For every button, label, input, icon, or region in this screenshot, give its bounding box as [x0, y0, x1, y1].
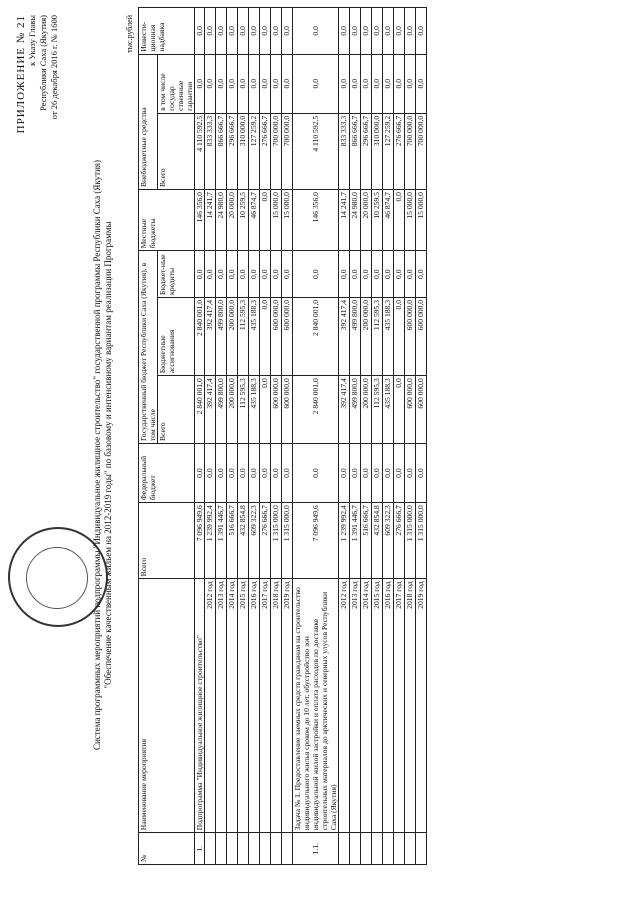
table-row — [227, 8, 238, 865]
row-value: 0,0 — [238, 54, 249, 113]
row-number-empty — [227, 833, 238, 865]
row-value: 20 000,0 — [227, 190, 238, 251]
row-value: 0,0 — [271, 443, 282, 502]
row-number-empty — [238, 833, 249, 865]
row-value: 0,0 — [405, 8, 416, 55]
row-value: 392 417,4 — [339, 297, 350, 375]
row-year: 2017 год — [394, 579, 405, 833]
row-value: 2 840 001,0 — [195, 376, 205, 444]
row-value: 2 840 001,0 — [293, 297, 339, 375]
table-row — [260, 8, 271, 865]
row-value: 0,0 — [271, 251, 282, 298]
row-value: 0,0 — [238, 443, 249, 502]
row-number: 1. — [195, 833, 205, 865]
row-value: 0,0 — [372, 54, 383, 113]
row-value: 499 800,0 — [350, 297, 361, 375]
table-row — [372, 8, 383, 865]
table-row — [416, 8, 427, 865]
row-number-empty — [339, 833, 350, 865]
program-table — [138, 7, 427, 865]
table-row — [350, 8, 361, 865]
row-value: 609 322,3 — [383, 503, 394, 579]
row-value: 0,0 — [350, 443, 361, 502]
row-value: 15 000,0 — [282, 190, 293, 251]
row-number-empty — [216, 833, 227, 865]
row-value: 46 874,7 — [249, 190, 260, 251]
row-value: 0,0 — [249, 8, 260, 55]
appendix-line-2: Республики Саха (Якутия) — [38, 15, 48, 112]
row-value: 866 666,7 — [216, 113, 227, 189]
row-value: 7 096 949,6 — [195, 503, 205, 579]
table-row — [339, 8, 350, 865]
row-value: 10 259,5 — [238, 190, 249, 251]
row-value: 0,0 — [394, 297, 405, 375]
row-value: 0,0 — [282, 8, 293, 55]
row-value: 833 333,3 — [205, 113, 216, 189]
row-value: 0,0 — [394, 54, 405, 113]
row-year: 2014 год — [361, 579, 372, 833]
row-value: 24 980,0 — [350, 190, 361, 251]
row-value: 0,0 — [339, 8, 350, 55]
row-number-empty — [350, 833, 361, 865]
row-value: 0,0 — [293, 251, 339, 298]
row-value: 200 000,0 — [361, 297, 372, 375]
row-value: 0,0 — [260, 443, 271, 502]
row-value: 833 333,3 — [339, 113, 350, 189]
row-value: 0,0 — [249, 251, 260, 298]
appendix-line-1: к Указу Главы — [27, 15, 37, 66]
row-value: 0,0 — [216, 443, 227, 502]
row-value: 0,0 — [271, 54, 282, 113]
appendix-header — [16, 15, 60, 215]
row-value: 0,0 — [394, 190, 405, 251]
row-value: 0,0 — [205, 54, 216, 113]
unit-label: тыс.рублей — [125, 15, 134, 53]
row-number-empty — [416, 833, 427, 865]
table-row — [271, 8, 282, 865]
row-value: 0,0 — [361, 443, 372, 502]
row-value: 0,0 — [238, 8, 249, 55]
seal-emblem — [26, 547, 88, 609]
row-value: 0,0 — [205, 8, 216, 55]
row-value: 0,0 — [394, 8, 405, 55]
row-value: 1 315 000,0 — [271, 503, 282, 579]
row-value: 112 595,3 — [372, 297, 383, 375]
row-value: 276 666,7 — [394, 113, 405, 189]
col-header-state-credit: Бюджет-ные кредиты — [158, 251, 195, 298]
row-value: 0,0 — [416, 54, 427, 113]
row-year: 2019 год — [282, 579, 293, 833]
row-value: 0,0 — [339, 54, 350, 113]
row-year: 2015 год — [238, 579, 249, 833]
row-value: 0,0 — [383, 443, 394, 502]
row-value: 15 000,0 — [271, 190, 282, 251]
row-year: 2017 год — [260, 579, 271, 833]
row-value: 432 854,8 — [372, 503, 383, 579]
row-value: 146 356,0 — [195, 190, 205, 251]
row-value: 0,0 — [372, 8, 383, 55]
row-value: 0,0 — [405, 443, 416, 502]
row-value: 0,0 — [383, 8, 394, 55]
row-value: 516 666,7 — [227, 503, 238, 579]
row-value: 15 000,0 — [405, 190, 416, 251]
row-value: 0,0 — [416, 8, 427, 55]
row-value: 0,0 — [361, 8, 372, 55]
table-row — [282, 8, 293, 865]
row-value: 0,0 — [293, 443, 339, 502]
appendix-number: ПРИЛОЖЕНИЕ № 21 — [15, 15, 27, 134]
document-title — [92, 65, 114, 845]
row-number-empty — [282, 833, 293, 865]
row-value: 0,0 — [260, 54, 271, 113]
row-value: 435 188,3 — [249, 297, 260, 375]
row-value: 112 595,3 — [238, 297, 249, 375]
row-value: 0,0 — [205, 443, 216, 502]
row-value: 432 854,8 — [238, 503, 249, 579]
row-value: 0,0 — [249, 54, 260, 113]
row-value: 0,0 — [260, 251, 271, 298]
row-value: 276 666,7 — [260, 503, 271, 579]
row-value: 435 188,3 — [383, 297, 394, 375]
row-value: 0,0 — [260, 297, 271, 375]
row-value: 0,0 — [227, 443, 238, 502]
row-year: 2018 год — [271, 579, 282, 833]
row-value: 0,0 — [416, 443, 427, 502]
table-row — [249, 8, 260, 865]
row-value: 700 000,0 — [416, 113, 427, 189]
row-value: 14 241,7 — [339, 190, 350, 251]
row-value: 700 000,0 — [405, 113, 416, 189]
row-value: 600 000,0 — [282, 376, 293, 444]
row-value: 1 315 000,0 — [416, 503, 427, 579]
row-number-empty — [394, 833, 405, 865]
row-value: 0,0 — [205, 251, 216, 298]
row-value: 0,0 — [293, 54, 339, 113]
row-value: 2 840 001,0 — [195, 297, 205, 375]
table-row — [361, 8, 372, 865]
row-year: 2013 год — [216, 579, 227, 833]
row-value: 112 595,3 — [238, 376, 249, 444]
col-header-extra-total: Всего — [158, 113, 195, 189]
row-value: 516 666,7 — [361, 503, 372, 579]
row-value: 435 188,3 — [383, 376, 394, 444]
row-value: 0,0 — [195, 251, 205, 298]
row-value: 0,0 — [227, 251, 238, 298]
row-value: 0,0 — [361, 54, 372, 113]
row-value: 310 000,0 — [238, 113, 249, 189]
row-value: 0,0 — [260, 190, 271, 251]
title-line-2: "Обеспечение качественным жильем на 2012-2019 годы" по базовому и интенсивному вариантам реализации Программы — [103, 221, 113, 689]
row-value: 276 666,7 — [260, 113, 271, 189]
col-header-name: Наименование мероприятия — [139, 579, 195, 833]
row-value: 310 000,0 — [372, 113, 383, 189]
row-value: 609 322,3 — [249, 503, 260, 579]
row-value: 146 356,0 — [293, 190, 339, 251]
row-year: 2012 год — [205, 579, 216, 833]
row-value: 0,0 — [227, 54, 238, 113]
row-number-empty — [372, 833, 383, 865]
row-value: 0,0 — [394, 376, 405, 444]
col-header-state-group: Государственный бюджет Республики Саха (Якутия), в том числе — [139, 251, 158, 444]
row-value: 20 000,0 — [361, 190, 372, 251]
row-value: 10 259,5 — [372, 190, 383, 251]
row-value: 392 417,4 — [339, 376, 350, 444]
table-row — [205, 8, 216, 865]
row-name: Задача № 1. Предоставление заемных средств гражданам на строительство индивидуального жилья сроком до 10 лет, обустройство зон индивидуальной жилой застройки и оплата расходов по доставке строительных материалов до арктических и северных улусов Республики Саха (Якутия) — [293, 579, 339, 833]
row-value: 200 000,0 — [361, 376, 372, 444]
row-value: 435 188,3 — [249, 376, 260, 444]
row-value: 276 666,7 — [394, 503, 405, 579]
row-value: 0,0 — [383, 54, 394, 113]
row-value: 1 239 992,4 — [339, 503, 350, 579]
col-header-total: Всего — [139, 503, 195, 579]
row-value: 600 000,0 — [271, 376, 282, 444]
appendix-line-3: от 26 декабря 2016 г. № 1600 — [49, 15, 59, 120]
col-header-federal: Федеральный бюджет — [139, 443, 195, 502]
row-value: 1 315 000,0 — [405, 503, 416, 579]
row-value: 392 417,4 — [205, 376, 216, 444]
row-number-empty — [383, 833, 394, 865]
row-value: 200 000,0 — [227, 376, 238, 444]
row-name: Подпрограмма "Индивидуальное жилищное строительство" — [195, 579, 205, 833]
row-value: 127 259,2 — [249, 113, 260, 189]
col-header-invest: Инвести-ционная надбавка — [139, 8, 195, 55]
row-value: 0,0 — [361, 251, 372, 298]
row-value: 0,0 — [339, 443, 350, 502]
row-value: 296 666,7 — [361, 113, 372, 189]
col-header-local: Местные бюджеты — [139, 190, 195, 251]
row-value: 0,0 — [249, 443, 260, 502]
row-value: 499 800,0 — [216, 297, 227, 375]
row-value: 46 874,7 — [383, 190, 394, 251]
row-year: 2012 год — [339, 579, 350, 833]
row-value: 600 000,0 — [416, 297, 427, 375]
row-value: 866 666,7 — [350, 113, 361, 189]
row-value: 127 259,2 — [383, 113, 394, 189]
row-value: 0,0 — [350, 251, 361, 298]
row-value: 1 391 446,7 — [216, 503, 227, 579]
row-value: 0,0 — [293, 8, 339, 55]
row-value: 600 000,0 — [405, 376, 416, 444]
table-row — [383, 8, 394, 865]
row-value: 0,0 — [227, 8, 238, 55]
row-value: 0,0 — [216, 251, 227, 298]
row-value: 296 666,7 — [227, 113, 238, 189]
row-value: 600 000,0 — [405, 297, 416, 375]
table-row — [216, 8, 227, 865]
row-value: 0,0 — [195, 443, 205, 502]
title-line-1: Система программных мероприятий подпрограммы "Индивидуальное жилищное строительство" государственной программы Республики Саха (Якутия) — [92, 159, 102, 751]
row-value: 0,0 — [216, 54, 227, 113]
row-number: 1.1. — [293, 833, 339, 865]
row-year: 2015 год — [372, 579, 383, 833]
row-value: 0,0 — [195, 54, 205, 113]
row-value: 15 000,0 — [416, 190, 427, 251]
row-value: 0,0 — [350, 54, 361, 113]
col-header-state-assign: Бюджетные ассигнования — [158, 297, 195, 375]
row-value: 499 800,0 — [216, 376, 227, 444]
row-value: 4 110 592,5 — [293, 113, 339, 189]
row-year: 2018 год — [405, 579, 416, 833]
row-value: 0,0 — [260, 8, 271, 55]
table-row — [293, 8, 339, 865]
row-value: 24 980,0 — [216, 190, 227, 251]
col-header-no: № — [139, 833, 195, 865]
row-value: 0,0 — [405, 251, 416, 298]
row-value: 499 800,0 — [350, 376, 361, 444]
row-value: 1 315 000,0 — [282, 503, 293, 579]
row-year: 2019 год — [416, 579, 427, 833]
row-number-empty — [271, 833, 282, 865]
table-body — [195, 8, 427, 865]
row-year: 2013 год — [350, 579, 361, 833]
row-value: 700 000,0 — [271, 113, 282, 189]
row-value: 0,0 — [372, 443, 383, 502]
row-year: 2016 год — [249, 579, 260, 833]
row-value: 600 000,0 — [271, 297, 282, 375]
row-value: 700 000,0 — [282, 113, 293, 189]
row-value: 0,0 — [238, 251, 249, 298]
row-value: 4 110 592,5 — [195, 113, 205, 189]
row-value: 0,0 — [282, 54, 293, 113]
row-value: 7 096 949,6 — [293, 503, 339, 579]
row-value: 112 595,3 — [372, 376, 383, 444]
row-value: 392 417,4 — [205, 297, 216, 375]
row-value: 600 000,0 — [282, 297, 293, 375]
row-value: 0,0 — [216, 8, 227, 55]
row-year: 2014 год — [227, 579, 238, 833]
table-row — [195, 8, 205, 865]
table-row — [394, 8, 405, 865]
row-value: 0,0 — [339, 251, 350, 298]
row-value: 600 000,0 — [416, 376, 427, 444]
row-value: 0,0 — [260, 376, 271, 444]
table-row — [238, 8, 249, 865]
row-value: 1 239 992,4 — [205, 503, 216, 579]
col-header-extra-guar: в том числе государ ственные гарантии — [158, 54, 195, 113]
row-value: 0,0 — [416, 251, 427, 298]
row-value: 2 840 001,0 — [293, 376, 339, 444]
row-value: 0,0 — [271, 8, 282, 55]
row-value: 0,0 — [350, 8, 361, 55]
row-number-empty — [361, 833, 372, 865]
row-value: 0,0 — [195, 8, 205, 55]
row-value: 0,0 — [282, 251, 293, 298]
row-value: 14 241,7 — [205, 190, 216, 251]
row-year: 2016 год — [383, 579, 394, 833]
col-header-state-total: Всего — [158, 376, 195, 444]
row-number-empty — [260, 833, 271, 865]
row-value: 200 000,0 — [227, 297, 238, 375]
row-value: 0,0 — [372, 251, 383, 298]
col-header-extra-group: Внебюджетные средства — [139, 54, 158, 189]
row-value: 1 391 446,7 — [350, 503, 361, 579]
row-value: 0,0 — [394, 251, 405, 298]
row-number-empty — [205, 833, 216, 865]
row-number-empty — [405, 833, 416, 865]
table-row — [405, 8, 416, 865]
row-value: 0,0 — [282, 443, 293, 502]
row-value: 0,0 — [383, 251, 394, 298]
row-value: 0,0 — [394, 443, 405, 502]
row-number-empty — [249, 833, 260, 865]
row-value: 0,0 — [405, 54, 416, 113]
